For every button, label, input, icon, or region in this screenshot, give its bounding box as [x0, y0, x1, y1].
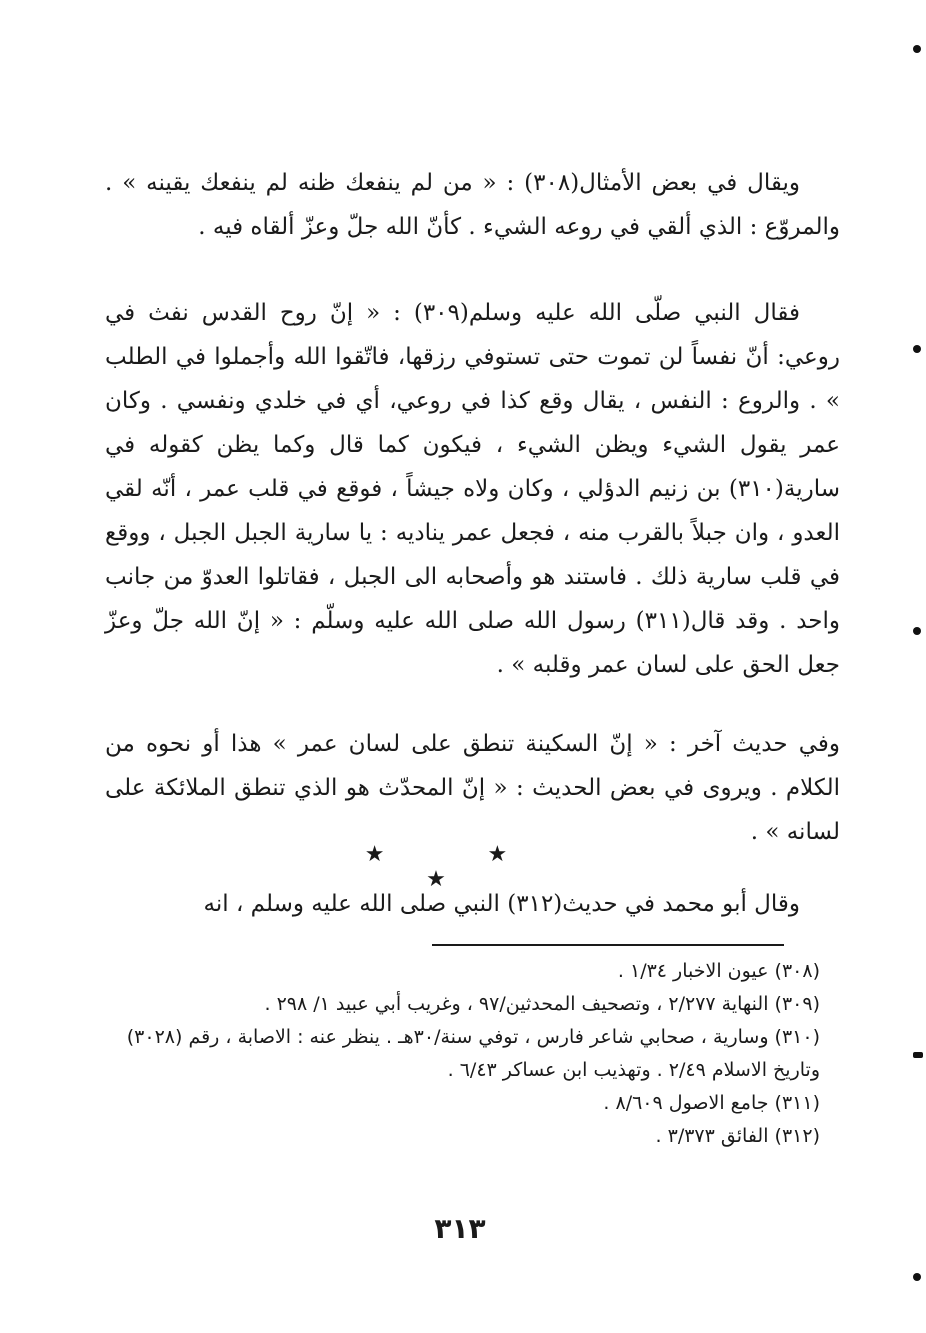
footnote-311: (٣١١) جامع الاصول ٨/٦٠٩ . — [603, 1092, 820, 1114]
margin-mark-dot — [913, 45, 921, 53]
footnote-rule — [432, 944, 784, 946]
footnote-312: (٣١٢) الفائق ٣/٣٧٣ . — [655, 1125, 820, 1147]
footnote-309: (٣٠٩) النهاية ٢/٢٧٧ ، وتصحيف المحدثين/٩٧ ، وغريب أبي عبيد ١/ ٢٩٨ . — [264, 993, 820, 1015]
paragraph-proverb: ويقال في بعض الأمثال(٣٠٨) : « من لم ينفعك ظنه لم ينفعك يقينه » . والمروّع : الذي ألقي في روعه الشيء . كأنّ الله جلّ وعزّ ألقاه فيه . — [105, 170, 840, 240]
footnote-310: (٣١٠) وسارية ، صحابي شاعر فارس ، توفي سنة/٣٠هـ . ينظر عنه : الاصابة ، رقم (٣٠٢٨) وتاريخ الاسلام ٢/٤٩ . وتهذيب ابن عساكر ٦/٤٣ . — [126, 1026, 820, 1081]
page-number: ٣١٣ — [434, 1212, 486, 1245]
margin-mark-dash — [913, 1052, 923, 1058]
paragraph-abu-muhammad: وقال أبو محمد في حديث(٣١٢) النبي صلى الله عليه وسلم ، انه — [203, 891, 800, 917]
margin-mark-dot — [913, 345, 921, 353]
paragraph-sakina: وفي حديث آخر : « إنّ السكينة تنطق على لسان عمر » هذا أو نحوه من الكلام . ويروى في بعض الحديث : « إنّ المحدّث هو الذي تنطق الملائكة على لسانه » . — [105, 731, 840, 845]
footnote-308: (٣٠٨) عيون الاخبار ١/٣٤ . — [617, 960, 820, 982]
margin-mark-dot — [913, 1273, 921, 1281]
margin-mark-dot — [913, 627, 921, 635]
paragraph-prophet-hadith: فقال النبي صلّى الله عليه وسلم(٣٠٩) : « إنّ روح القدس نفث في روعي: أنّ نفساً لن تموت حتى تستوفي رزقها، فاتّقوا الله وأجملوا في الطلب » . والروع : النفس ، يقال وقع كذا في روعي، أي في خلدي ونفسي . وكان عمر يقول الشيء ويظن الشيء ، فيكون كما قال وكما يظن كقوله في سارية(٣١٠) بن زنيم الدؤلي ، وكان ولاه جيشاً ، فوقع في قلب عمر ، أنّه لقي العدو ، وان جبلاً بالقرب منه ، فجعل عمر يناديه : يا سارية الجبل الجبل ، ووقع في قلب سارية ذلك . فاستند هو وأصحابه الى الجبل ، فقاتلوا العدوّ من جانب واحد . وقد قال(٣١١) رسول الله صلى الله عليه وسلّم : « إنّ الله جلّ وعزّ جعل الحق على لسان عمر وقلبه » . — [105, 300, 840, 678]
section-separator: ★ ★ ★ — [364, 842, 556, 892]
footnotes-list — [110, 955, 820, 1153]
